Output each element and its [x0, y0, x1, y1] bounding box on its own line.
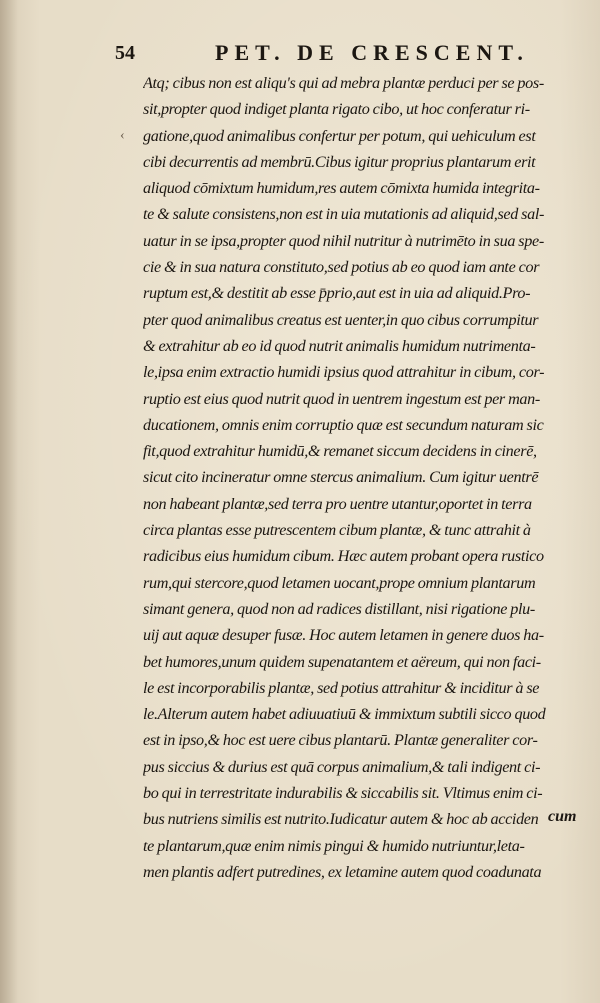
- text-line: ruptio est eius quod nutrit quod in uentrem ingestum est per man-: [143, 389, 540, 408]
- text-line: fit,quod extrahitur humidū,& remanet siccum decidens in cinerē,: [143, 442, 537, 461]
- text-line: te plantarum,quæ enim nimis pingui & humido nutriuntur,leta-: [143, 836, 525, 855]
- catchword: cum: [548, 808, 577, 825]
- text-line: cibi decurrentis ad membrū.Cibus igitur proprius plantarum erit: [143, 152, 536, 171]
- text-line: cie & in sua natura constituto,sed potius ab eo quod iam ante cor: [143, 258, 540, 277]
- text-line: & extrahitur ab eo id quod nutrit animalis humidum nutrimenta-: [143, 336, 536, 355]
- text-line: le,ipsa enim extractio humidi ipsius quod attrahitur in cibum, cor-: [143, 363, 545, 382]
- text-line: circa plantas esse putrescentem cibum plantæ, & tunc attrahit à: [143, 521, 531, 540]
- main-text-block: [143, 70, 583, 885]
- text-line: uatur in se ipsa,propter quod nihil nutritur à nutrimēto in sua spe-: [143, 231, 544, 250]
- text-line: sicut cito incineratur omne stercus animalium. Cum igitur uentrē: [143, 468, 539, 487]
- gutter-shadow: [0, 0, 18, 1003]
- text-line: ruptum est,& destitit ab esse p̄prio,aut est in uia ad aliquid.Pro-: [143, 284, 531, 303]
- text-line: simant genera, quod non ad radices distillant, nisi rigatione plu-: [143, 599, 535, 618]
- text-line: pter quod animalibus creatus est uenter,in quo cibus corrumpitur: [143, 310, 539, 329]
- text-line: bet humores,unum quidem supenatantem et aëreum, qui non faci-: [143, 652, 541, 671]
- text-line: aliquod cōmixtum humidum,res autem cōmixta humida integrita-: [143, 179, 540, 198]
- text-line: te & salute consistens,non est in uia mutationis ad aliquid,sed sal-: [143, 205, 545, 224]
- text-line: uij aut aquæ desuper fusæ. Hoc autem letamen in genere duos ha-: [143, 626, 544, 645]
- text-line: men plantis adfert putredines, ex letamine autem quod coadunata: [143, 862, 542, 881]
- text-line: ducationem, omnis enim corruptio quæ est secundum naturam sic: [143, 415, 544, 434]
- text-line: bus nutriens similis est nutrito.Iudicatur autem & hoc ab acciden: [143, 810, 539, 829]
- text-line: non habeant plantæ,sed terra pro uentre utantur,oportet in terra: [143, 494, 532, 513]
- running-title: PET. DE CRESCENT.: [215, 40, 529, 65]
- text-line: le est incorporabilis plantæ, sed potius attrahitur & inciditur à se: [143, 678, 540, 697]
- page-number: 54: [115, 42, 135, 64]
- text-line: sit,propter quod indiget planta rigato cibo, ut hoc conferatur ri-: [143, 100, 530, 119]
- text-line: pus siccius & durius est quā corpus animalium,& tali indigent ci-: [143, 757, 541, 776]
- text-line: gatione,quod animalibus confertur per potum, qui uehiculum est: [143, 126, 536, 145]
- text-line: le.Alterum autem habet adiuuatiuū & immixtum subtili sicco quod: [143, 705, 546, 724]
- text-line: rum,qui stercore,quod letamen uocant,prope omnium plantarum: [143, 573, 536, 592]
- text-line: Atq; cibus non est aliqu's qui ad mebra plantæ perduci per se pos-: [143, 74, 544, 92]
- margin-mark: ‹: [120, 128, 125, 143]
- text-line: radicibus eius humidum cibum. Hæc autem probant opera rustico: [143, 547, 544, 566]
- text-line: est in ipso,& hoc est uere cibus plantarū. Plantæ generaliter cor-: [143, 731, 538, 750]
- text-line: bo qui in terrestritate indurabilis & siccabilis sit. Vltimus enim ci-: [143, 784, 543, 803]
